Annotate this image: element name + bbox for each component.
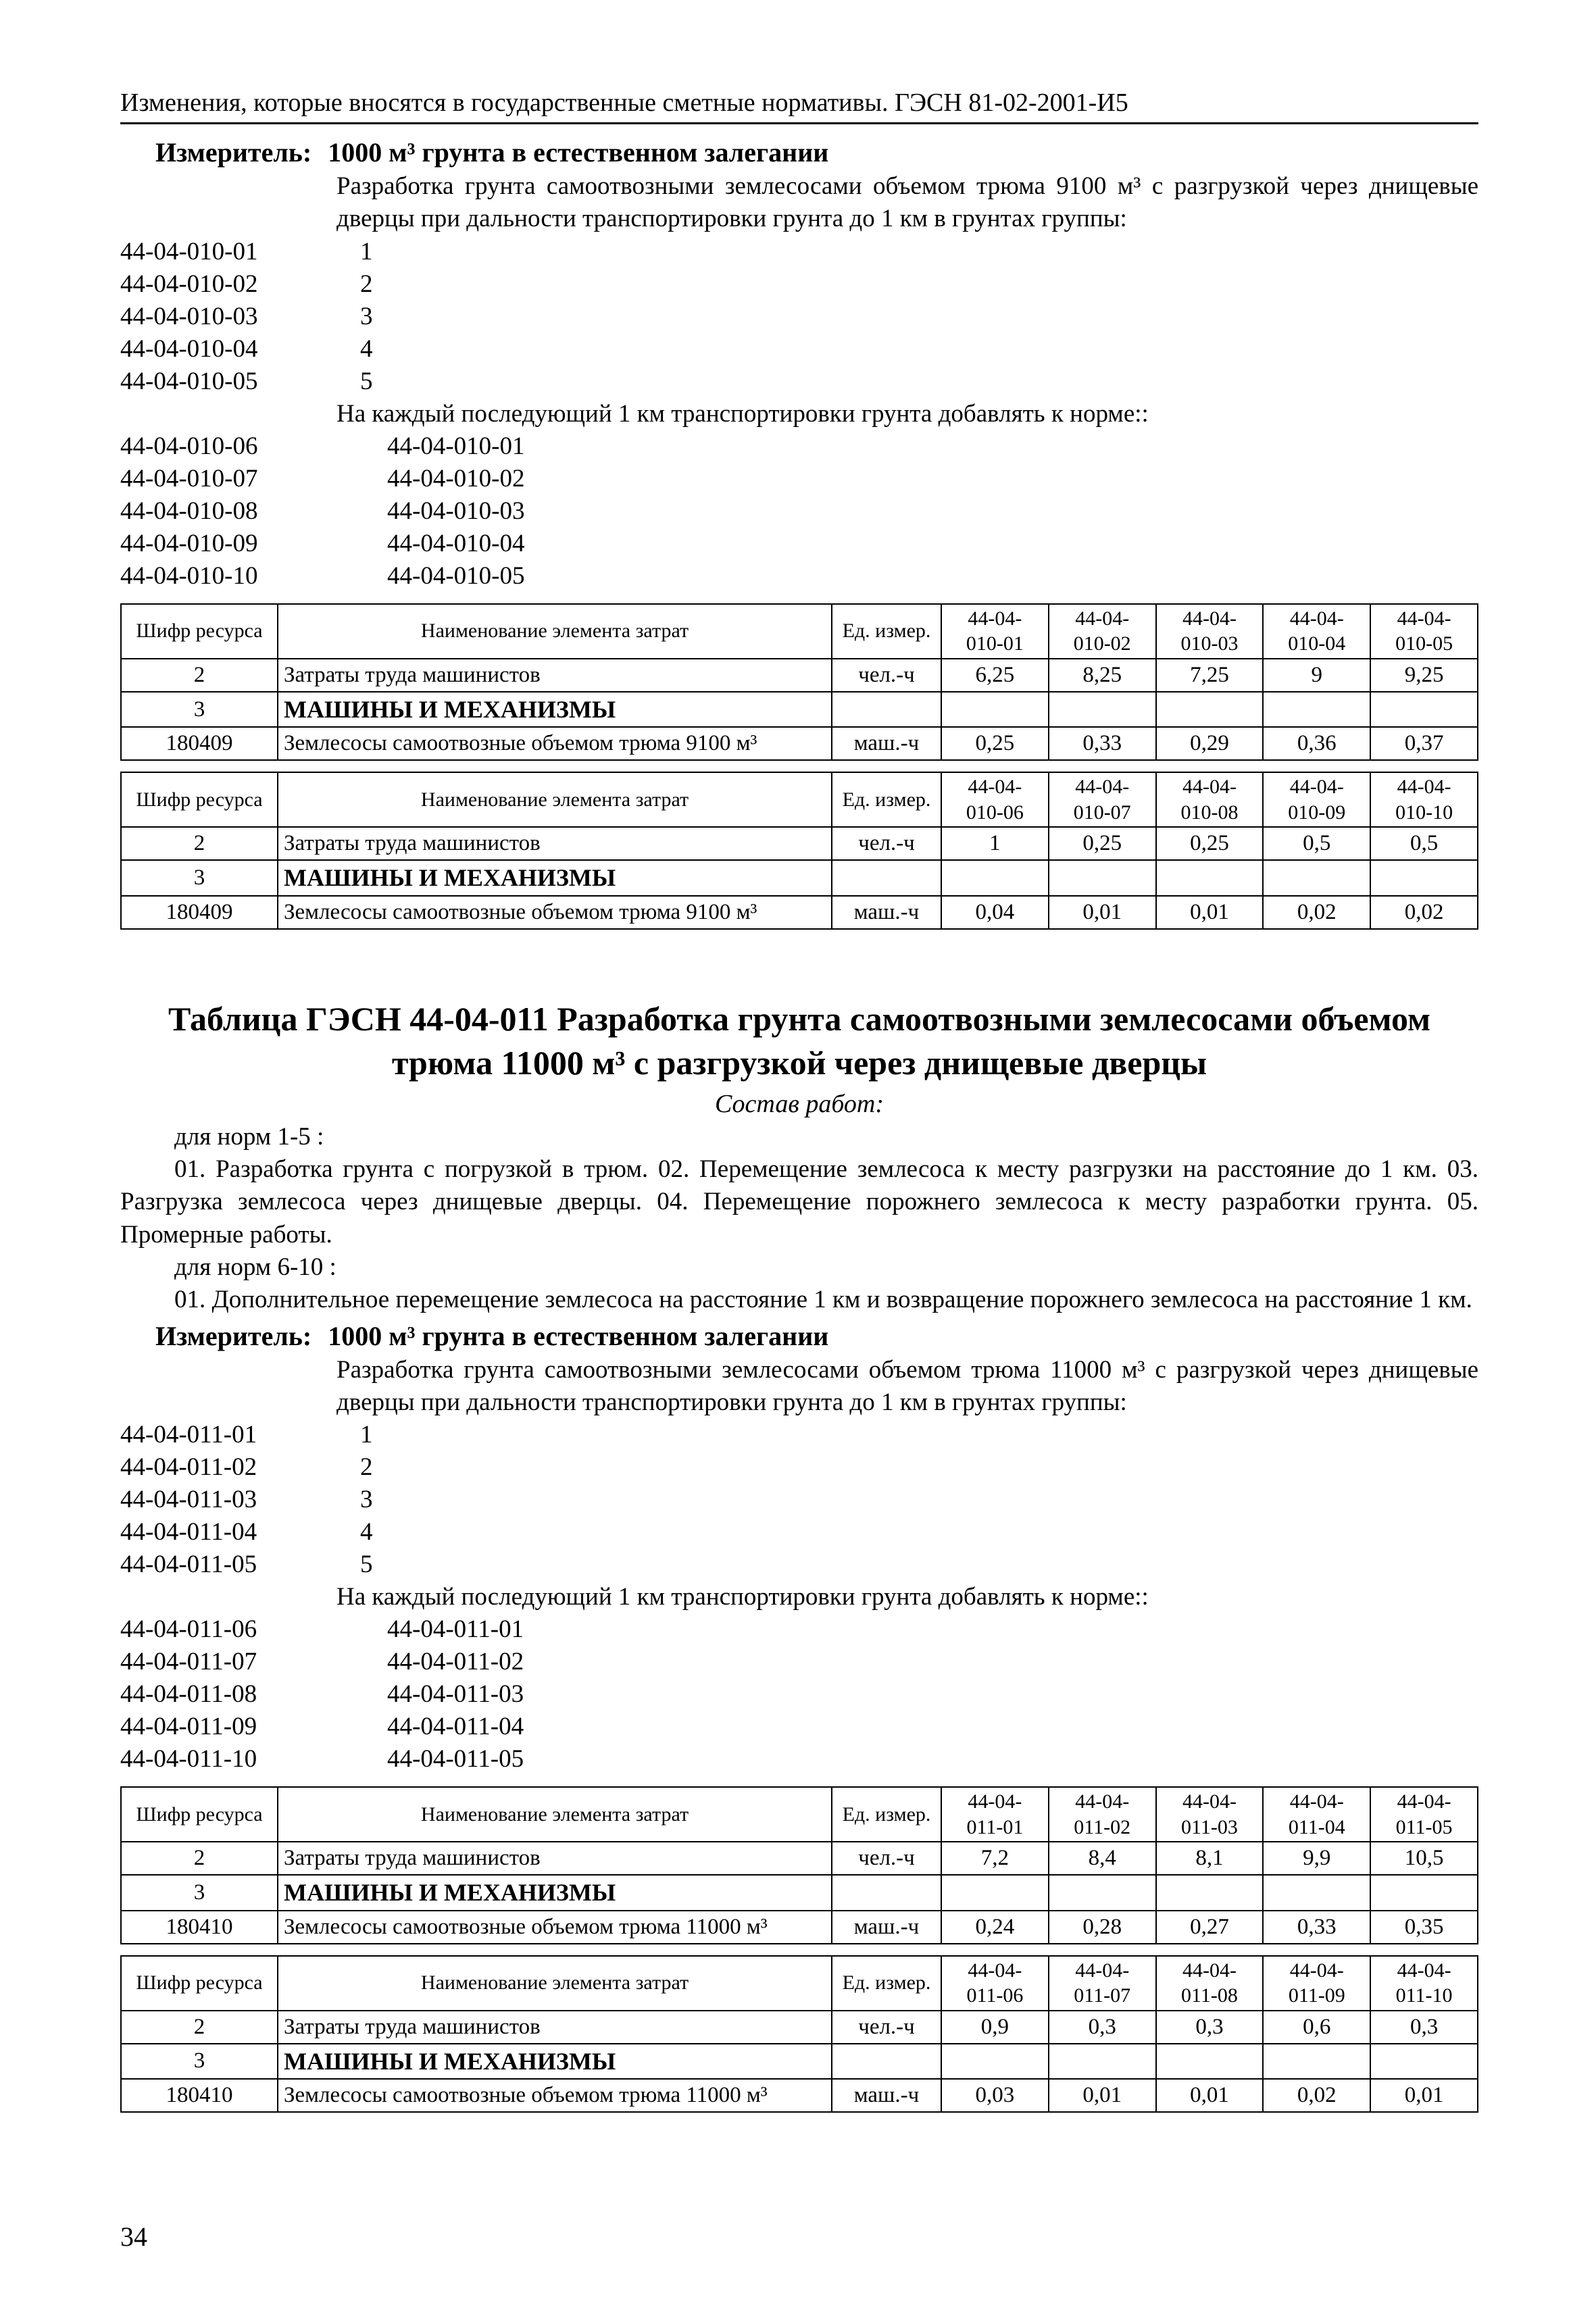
- cell-value: 0,27: [1156, 1911, 1264, 1944]
- norm-code: 44-04-011-05: [120, 1550, 257, 1578]
- cell-unit: маш.-ч: [832, 727, 941, 760]
- header-norm: 44-04- 011-02: [1049, 1787, 1156, 1842]
- norm-reference: 44-04-010-01: [387, 432, 525, 460]
- norm-value: 5: [360, 1550, 373, 1578]
- norm-code: 44-04-010-03: [120, 302, 258, 330]
- table-row: [121, 659, 1478, 692]
- cell-value: 0,5: [1370, 827, 1478, 860]
- cell-value: 0,25: [941, 727, 1049, 760]
- norm-row: [120, 560, 1478, 593]
- norm-row: [120, 1743, 1478, 1776]
- cell-value: 0,5: [1263, 827, 1370, 860]
- cell-value: 0,24: [941, 1911, 1049, 1944]
- cell-unit: маш.-ч: [832, 2079, 941, 2112]
- header-norm: 44-04- 011-03: [1156, 1787, 1264, 1842]
- norm-reference: 44-04-011-01: [387, 1615, 524, 1644]
- cell-name: Затраты труда машинистов: [278, 1842, 832, 1875]
- cell-value: 0,01: [1049, 2079, 1156, 2112]
- cell-value: 0,02: [1370, 896, 1478, 929]
- cell-code: 2: [121, 827, 278, 860]
- table-header-row: [121, 1787, 1478, 1842]
- norm-code: 44-04-011-04: [120, 1517, 257, 1546]
- norm-reference: 44-04-010-04: [387, 529, 525, 557]
- measurement-label: Измеритель:: [155, 1320, 312, 1351]
- norm-code: 44-04-011-01: [120, 1420, 257, 1449]
- cell-value: 7,2: [941, 1842, 1049, 1875]
- table-row: [121, 692, 1478, 728]
- cell-value: 0,25: [1049, 827, 1156, 860]
- norm-row: [120, 463, 1478, 495]
- cell-code: 3: [121, 2044, 278, 2080]
- measurement-text: 1000 м³ грунта в естественном залегании: [328, 1320, 829, 1351]
- header-norm: 44-04- 010-07: [1049, 772, 1156, 827]
- header-name: Наименование элемента затрат: [278, 1956, 832, 2011]
- norm-code: 44-04-010-06: [120, 432, 258, 460]
- norm-row: [120, 366, 1478, 398]
- table-row: [121, 860, 1478, 896]
- header-norm: 44-04- 011-06: [941, 1956, 1049, 2011]
- cell-value: 0,3: [1156, 2011, 1264, 2044]
- header-norm: 44-04- 011-10: [1370, 1956, 1478, 2011]
- table-header-row: [121, 604, 1478, 659]
- cell-code: 3: [121, 1875, 278, 1911]
- norm-value: 1: [360, 1420, 373, 1449]
- cell-value: 8,4: [1049, 1842, 1156, 1875]
- work-composition-text: 01. Дополнительное перемещение землесоса на расстояние 1 км и возвращение порожнего землесоса на расстояние 1 км.: [174, 1285, 1472, 1313]
- measurement-text: 1000 м³ грунта в естественном залегании: [328, 137, 829, 168]
- header-norm: 44-04- 011-08: [1156, 1956, 1264, 2011]
- norms-note: для норм 1-5 :: [174, 1123, 324, 1151]
- cell-name: Землесосы самоотвозные объемом трюма 9100 м³: [278, 727, 832, 760]
- cell-unit: чел.-ч: [832, 2011, 941, 2044]
- norm-code: 44-04-010-07: [120, 464, 258, 493]
- cell-value: 0,33: [1049, 727, 1156, 760]
- header-code: Шифр ресурса: [121, 604, 278, 659]
- cell-value: 0,3: [1049, 2011, 1156, 2044]
- table-title-line: Таблица ГЭСН 44-04-011 Разработка грунта самоотвозными землесосами объемом: [168, 999, 1431, 1038]
- cell-value: 8,25: [1049, 659, 1156, 692]
- norm-row: [120, 1613, 1478, 1646]
- resource-table: [120, 772, 1478, 930]
- table-row: [121, 2044, 1478, 2080]
- norm-reference: 44-04-010-05: [387, 561, 525, 590]
- norm-code: 44-04-010-09: [120, 529, 258, 557]
- cell-value: 0,29: [1156, 727, 1264, 760]
- norm-reference: 44-04-010-03: [387, 497, 525, 525]
- cell-name: Затраты труда машинистов: [278, 827, 832, 860]
- table-row: [121, 1842, 1478, 1875]
- header-norm: 44-04- 010-10: [1370, 772, 1478, 827]
- header-norm: 44-04- 010-09: [1263, 772, 1370, 827]
- norm-code: 44-04-010-02: [120, 270, 258, 298]
- cell-code: 3: [121, 692, 278, 728]
- norm-row: [120, 236, 1478, 268]
- cell-value: 0,33: [1263, 1911, 1370, 1944]
- header-norm: 44-04- 010-06: [941, 772, 1049, 827]
- cell-code: 180409: [121, 727, 278, 760]
- cell-group-name: МАШИНЫ И МЕХАНИЗМЫ: [278, 1875, 832, 1911]
- norm-row: [120, 430, 1478, 463]
- cell-value: 8,1: [1156, 1842, 1264, 1875]
- cell-value: 7,25: [1156, 659, 1264, 692]
- norm-reference: 44-04-011-02: [387, 1648, 524, 1676]
- header-unit: Ед. измер.: [832, 1787, 941, 1842]
- table-row: [121, 896, 1478, 929]
- norm-code-list-additional: [120, 1613, 1478, 1776]
- norm-reference: 44-04-011-03: [387, 1680, 524, 1709]
- cell-value: 9,25: [1370, 659, 1478, 692]
- cell-name: Затраты труда машинистов: [278, 2011, 832, 2044]
- norm-value: 3: [360, 1485, 373, 1513]
- norm-row: [120, 1678, 1478, 1711]
- table-row: [121, 1875, 1478, 1911]
- table-row: [121, 727, 1478, 760]
- cell-code: 180410: [121, 2079, 278, 2112]
- header-norm: 44-04- 010-05: [1370, 604, 1478, 659]
- cell-name: Землесосы самоотвозные объемом трюма 11000 м³: [278, 1911, 832, 1944]
- header-name: Наименование элемента затрат: [278, 1787, 832, 1842]
- cell-value: 0,01: [1156, 2079, 1264, 2112]
- norm-code: 44-04-010-04: [120, 334, 258, 363]
- norm-reference: 44-04-010-02: [387, 464, 525, 493]
- norm-reference: 44-04-011-04: [387, 1713, 524, 1741]
- cell-group-name: МАШИНЫ И МЕХАНИЗМЫ: [278, 692, 832, 728]
- measurement-line: [120, 1319, 1478, 1354]
- norm-code: 44-04-011-06: [120, 1615, 257, 1644]
- cell-value: 0,28: [1049, 1911, 1156, 1944]
- header-code: Шифр ресурса: [121, 1956, 278, 2011]
- cell-name: Землесосы самоотвозные объемом трюма 11000 м³: [278, 2079, 832, 2112]
- cell-name: Затраты труда машинистов: [278, 659, 832, 692]
- norm-code-list-additional: [120, 430, 1478, 593]
- cell-unit: чел.-ч: [832, 659, 941, 692]
- cell-value: 1: [941, 827, 1049, 860]
- work-composition-text: 01. Разработка грунта с погрузкой в трюм. 02. Перемещение землесоса к месту разгрузки на расстояние до 1 км. 03. Разгрузка землесоса через днищевые дверцы. 04. Перемещение порожнего землесоса к месту разработки грунта. 05. Промерные работы.: [120, 1155, 1478, 1249]
- norm-code: 44-04-010-05: [120, 367, 258, 395]
- norm-row: [120, 268, 1478, 301]
- header-unit: Ед. измер.: [832, 1956, 941, 2011]
- header-norm: 44-04- 010-02: [1049, 604, 1156, 659]
- cell-value: 0,35: [1370, 1911, 1478, 1944]
- cell-unit: маш.-ч: [832, 1911, 941, 1944]
- cell-value: 0,04: [941, 896, 1049, 929]
- header-norm: 44-04- 010-04: [1263, 604, 1370, 659]
- cell-code: 180409: [121, 896, 278, 929]
- cell-unit: чел.-ч: [832, 827, 941, 860]
- header-unit: Ед. измер.: [832, 604, 941, 659]
- norm-value: 5: [360, 367, 373, 395]
- norm-row: [120, 1419, 1478, 1451]
- norm-code-list: [120, 1419, 1478, 1581]
- header-norm: 44-04- 011-01: [941, 1787, 1049, 1842]
- cell-value: 0,01: [1370, 2079, 1478, 2112]
- cell-code: 2: [121, 2011, 278, 2044]
- cell-value: 0,01: [1156, 896, 1264, 929]
- norm-row: [120, 1646, 1478, 1678]
- cell-code: 3: [121, 860, 278, 896]
- table-row: [121, 1911, 1478, 1944]
- norm-value: 4: [360, 1517, 373, 1546]
- header-norm: 44-04- 011-04: [1263, 1787, 1370, 1842]
- norm-code: 44-04-011-03: [120, 1485, 257, 1513]
- norm-code: 44-04-010-01: [120, 237, 258, 266]
- norm-code: 44-04-011-08: [120, 1680, 257, 1709]
- cell-value: 0,3: [1370, 2011, 1478, 2044]
- norm-value: 1: [360, 237, 373, 266]
- cell-value: 0,02: [1263, 2079, 1370, 2112]
- additional-km-text: На каждый последующий 1 км транспортировки грунта добавлять к норме::: [336, 399, 1149, 428]
- cell-value: 0,9: [941, 2011, 1049, 2044]
- norms-note: для норм 6-10 :: [174, 1253, 336, 1281]
- table-header-row: [121, 772, 1478, 827]
- norm-value: 4: [360, 334, 373, 363]
- work-description: Разработка грунта самоотвозными землесосами объемом трюма 9100 м³ с разгрузкой через днищевые дверцы при дальности транспортировки грунта до 1 км в грунтах группы:: [336, 172, 1478, 233]
- cell-code: 2: [121, 659, 278, 692]
- cell-name: Землесосы самоотвозные объемом трюма 9100 м³: [278, 896, 832, 929]
- norm-row: [120, 301, 1478, 333]
- header-name: Наименование элемента затрат: [278, 772, 832, 827]
- cell-value: 0,02: [1263, 896, 1370, 929]
- cell-value: 0,6: [1263, 2011, 1370, 2044]
- header-norm: 44-04- 010-08: [1156, 772, 1264, 827]
- header-norm: 44-04- 010-03: [1156, 604, 1264, 659]
- cell-value: 0,36: [1263, 727, 1370, 760]
- measurement-label: Измеритель:: [155, 137, 312, 168]
- norm-value: 3: [360, 302, 373, 330]
- cell-value: 0,03: [941, 2079, 1049, 2112]
- norm-row: [120, 1516, 1478, 1549]
- table-row: [121, 2011, 1478, 2044]
- norm-code: 44-04-011-02: [120, 1453, 257, 1481]
- measurement-line: [120, 135, 1478, 170]
- norm-row: [120, 1484, 1478, 1516]
- page-header: Изменения, которые вносятся в государственные сметные нормативы. ГЭСН 81-02-2001-И5: [120, 86, 1478, 124]
- cell-group-name: МАШИНЫ И МЕХАНИЗМЫ: [278, 860, 832, 896]
- header-unit: Ед. измер.: [832, 772, 941, 827]
- resource-table: [120, 603, 1478, 761]
- table-title-line: трюма 11000 м³ с разгрузкой через днищевые дверцы: [391, 1043, 1207, 1082]
- work-composition-heading: Состав работ:: [714, 1089, 884, 1118]
- header-name: Наименование элемента затрат: [278, 604, 832, 659]
- norm-reference: 44-04-011-05: [387, 1745, 524, 1774]
- resource-table: [120, 1955, 1478, 2113]
- cell-group-name: МАШИНЫ И МЕХАНИЗМЫ: [278, 2044, 832, 2080]
- table-row: [121, 2079, 1478, 2112]
- work-description: Разработка грунта самоотвозными землесосами объемом трюма 11000 м³ с разгрузкой через днищевые дверцы при дальности транспортировки грунта до 1 км в грунтах группы:: [336, 1355, 1478, 1416]
- header-norm: 44-04- 011-07: [1049, 1956, 1156, 2011]
- norm-value: 2: [360, 1453, 373, 1481]
- additional-km-text: На каждый последующий 1 км транспортировки грунта добавлять к норме::: [336, 1582, 1149, 1611]
- norm-code: 44-04-011-07: [120, 1648, 257, 1676]
- header-norm: 44-04- 011-05: [1370, 1787, 1478, 1842]
- norm-code: 44-04-010-10: [120, 561, 258, 590]
- norm-row: [120, 528, 1478, 560]
- cell-value: 0,25: [1156, 827, 1264, 860]
- norm-code: 44-04-010-08: [120, 497, 258, 525]
- norm-row: [120, 333, 1478, 366]
- norm-code-list: [120, 236, 1478, 398]
- table-title: [120, 997, 1478, 1085]
- table-row: [121, 827, 1478, 860]
- cell-value: 9,9: [1263, 1842, 1370, 1875]
- cell-unit: чел.-ч: [832, 1842, 941, 1875]
- cell-value: 0,01: [1049, 896, 1156, 929]
- header-norm: 44-04- 010-01: [941, 604, 1049, 659]
- norm-row: [120, 1711, 1478, 1743]
- header-code: Шифр ресурса: [121, 772, 278, 827]
- norm-row: [120, 1451, 1478, 1484]
- norm-code: 44-04-011-10: [120, 1745, 257, 1774]
- cell-value: 6,25: [941, 659, 1049, 692]
- resource-table: [120, 1786, 1478, 1944]
- table-header-row: [121, 1956, 1478, 2011]
- header-norm: 44-04- 011-09: [1263, 1956, 1370, 2011]
- cell-value: 0,37: [1370, 727, 1478, 760]
- norm-code: 44-04-011-09: [120, 1713, 257, 1741]
- document-page: [120, 86, 1478, 2113]
- cell-code: 180410: [121, 1911, 278, 1944]
- norm-row: [120, 1549, 1478, 1581]
- page-number: 34: [120, 2221, 147, 2252]
- header-code: Шифр ресурса: [121, 1787, 278, 1842]
- cell-code: 2: [121, 1842, 278, 1875]
- cell-value: 9: [1263, 659, 1370, 692]
- norm-row: [120, 495, 1478, 528]
- cell-unit: маш.-ч: [832, 896, 941, 929]
- norm-value: 2: [360, 270, 373, 298]
- cell-value: 10,5: [1370, 1842, 1478, 1875]
